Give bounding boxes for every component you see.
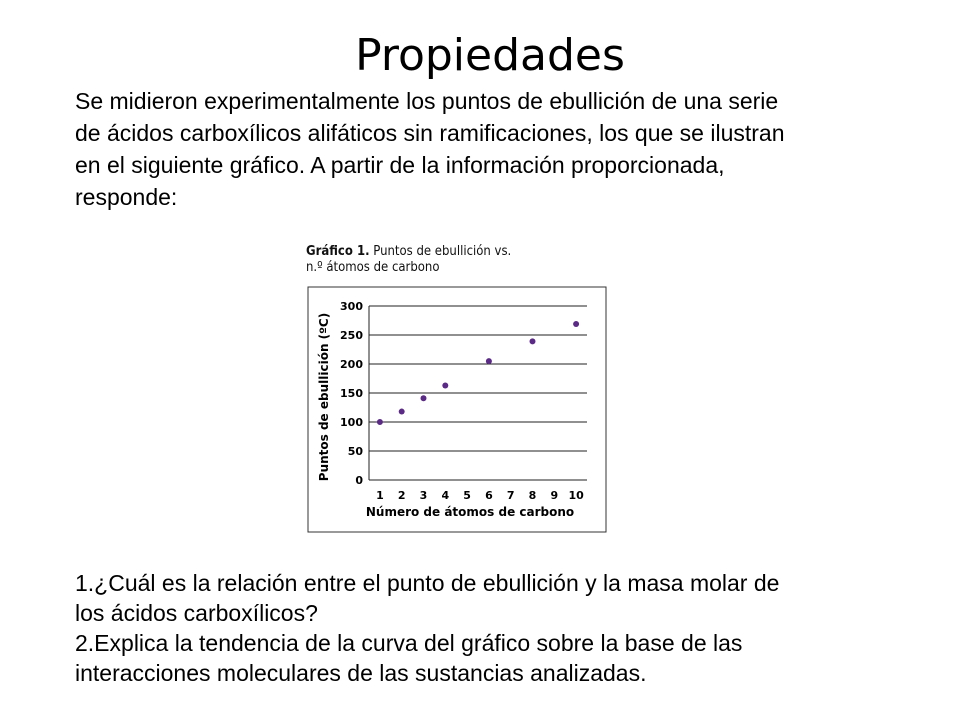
y-tick-label: 0 — [355, 474, 363, 487]
intro-paragraph: Se midieron experimentalmente los puntos de ebullición de una serie de ácidos carboxílicos alifáticos sin ramificaciones, los que se ilustran en el siguiente gráfico. A partir de la información proporcionada, responde: — [75, 88, 785, 210]
x-tick-label: 5 — [463, 489, 471, 502]
y-tick-label: 200 — [340, 358, 363, 371]
x-tick-label: 1 — [376, 489, 384, 502]
data-point — [573, 321, 579, 327]
chart-title-label: Gráfico 1. — [306, 244, 370, 259]
x-tick-label: 3 — [419, 489, 428, 502]
chart-frame — [308, 287, 606, 532]
x-tick-label: 8 — [528, 489, 537, 502]
y-tick-label: 300 — [340, 300, 363, 313]
x-tick-label: 4 — [441, 489, 450, 502]
chart-figure — [300, 240, 620, 540]
y-tick-label: 250 — [340, 329, 363, 342]
x-tick-label: 9 — [550, 489, 559, 502]
y-tick-label: 50 — [347, 445, 363, 458]
x-axis-label: Número de átomos de carbono — [365, 505, 575, 519]
data-point — [399, 409, 405, 415]
question-2: 2.Explica la tendencia de la curva del gráfico sobre la base de las interacciones moleculares de las sustancias analizadas. — [75, 630, 743, 686]
y-tick-label: 150 — [340, 387, 363, 400]
chart-svg — [300, 240, 620, 540]
question-1: 1.¿Cuál es la relación entre el punto de ebullición y la masa molar de los ácidos carboxílicos? — [75, 570, 780, 626]
data-point — [421, 395, 427, 401]
data-point — [530, 338, 536, 344]
x-tick-label: 7 — [506, 489, 515, 502]
x-tick-label: 6 — [485, 489, 493, 502]
questions-list — [75, 568, 945, 688]
data-point — [377, 419, 383, 425]
x-tick-label: 2 — [397, 489, 406, 502]
y-tick-label: 100 — [340, 416, 363, 429]
slide-title: Propiedades — [355, 30, 625, 81]
chart-title-text: Puntos de ebullición vs. n.º átomos de carbono — [306, 244, 512, 275]
x-tick-label: 10 — [568, 489, 584, 502]
data-point — [486, 358, 492, 364]
y-axis-label: Puntos de ebullición (ºC) — [317, 312, 331, 482]
data-point — [442, 382, 448, 388]
